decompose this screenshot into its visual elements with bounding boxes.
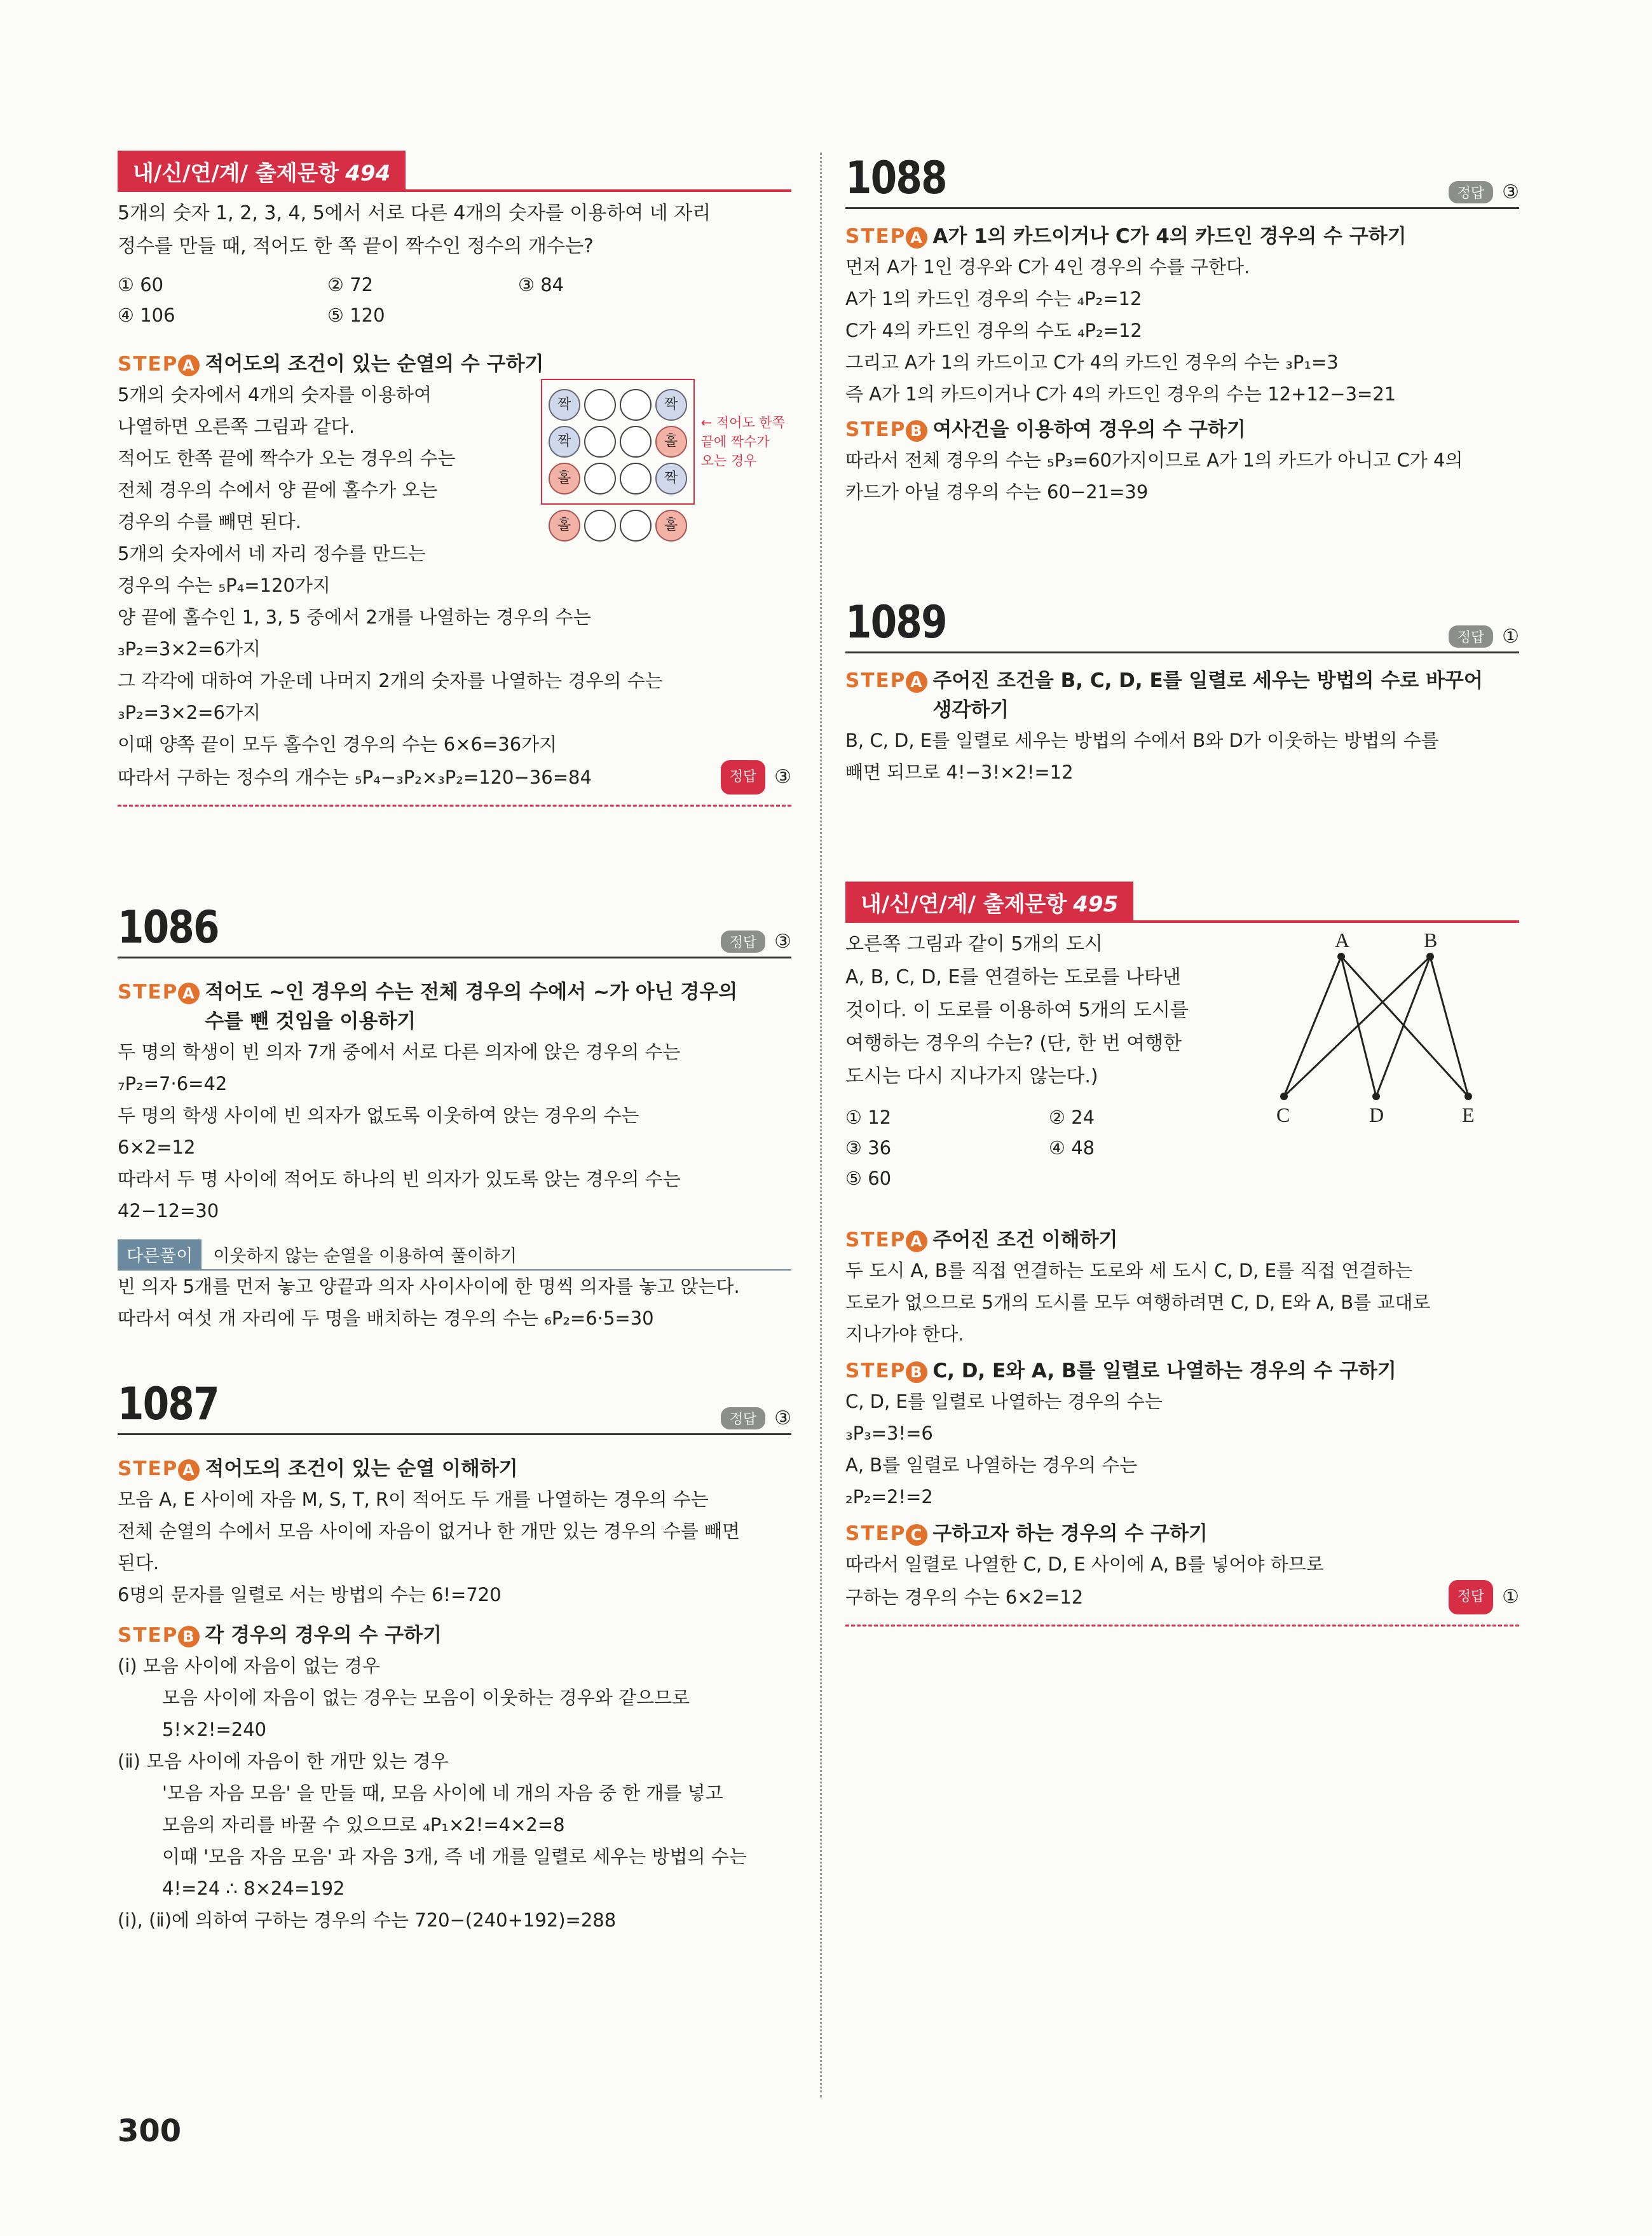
label-E: E [1462,1103,1475,1126]
step-b: STEP B 각 경우의 경우의 수 구하기 [118,1624,442,1647]
problem-header [845,597,1519,653]
problem-number: 1088 [845,152,946,204]
question-text: 오른쪽 그림과 같이 5개의 도시 A, B, C, D, E를 연결하는 도로를 나타낸 것이다. 이 도로를 이용하여 5개의 도시를 여행하는 경우의 수는? (단, 한 번 여행한 도시는 다시 지나가지 않는다.) [845,933,1189,1087]
figure-note: ← 적어도 한쪽 끝에 짝수가 오는 경우 [700,415,785,468]
question-text: 5개의 숫자 1, 2, 3, 4, 5에서 서로 다른 4개의 숫자를 이용하여 네 자리 정수를 만들 때, 적어도 한 쪽 끝이 짝수인 정수의 개수는? [118,202,711,257]
choices: ① 12 ② 24 ③ 36 ④ 48 ⑤ 60 [845,1107,1095,1189]
section-end-line [118,805,791,807]
node-A [1337,953,1345,960]
node-E [1464,1093,1472,1100]
problem-header [845,153,1519,209]
problem-1086 [118,902,791,1334]
node-C [1280,1093,1288,1100]
solution-body-b: C, D, E를 일렬로 나열하는 경우의 수는 ₃P₃=3!=6 A, B를 일렬로 나열하는 경우의 수는 ₂P₂=2!=2 [845,1391,1163,1508]
solution-body: 모음 A, E 사이에 자음 M, S, T, R이 적어도 두 개를 나열하는 경우의 수는 전체 순열의 수에서 모음 사이에 자음이 없거나 한 개만 있는 경우의 수를 빼면 된다. 6명의 문자를 일렬로 서는 방법의 수는 6!=720 [118,1489,741,1605]
node-B [1426,953,1434,960]
node-D [1372,1093,1380,1100]
problem-1088 [845,153,1519,508]
left-column [118,153,791,1936]
label-D: D [1369,1103,1384,1126]
problem-number: 1087 [118,1378,219,1430]
problem-1087 [118,1379,791,1936]
problem-495 [845,883,1519,1626]
page-number: 300 [118,2113,182,2149]
road-graph [1265,928,1506,1138]
answer-badge: 정답 ① [1449,625,1519,648]
step-c: STEP C 구하고자 하는 경우의 수 구하기 [845,1522,1208,1545]
right-column [845,153,1519,1626]
label-B: B [1424,929,1438,951]
answer-badge: 정답 ③ [721,931,791,953]
problem-1089 [845,597,1519,788]
solution-body: 먼저 A가 1인 경우와 C가 4인 경우의 수를 구한다. A가 1의 카드인 경우의 수는 ₄P₂=12 C가 4의 카드인 경우의 수도 ₄P₂=12 그리고 A가 1의 카드이고 C가 4의 카드인 경우의 수는 ₃P₁=3 즉 A가 1의 카드이거나 C가 4의 카드인 경우의 수는 12+12−3=21 [845,256,1396,405]
road-B-C [1284,957,1430,1096]
road-A-C [1284,957,1341,1096]
step-b: STEP B C, D, E와 A, B를 일렬로 나열하는 경우의 수 구하기 [845,1360,1396,1382]
answer-badge: 정답 ③ [1449,181,1519,203]
tag-bar [845,883,1519,923]
problem-494 [118,153,791,807]
number-figure: 짝 짝 짝 홀 홀 짝 ← 적어도 한쪽 끝에 짝수가 오는 경우 홀 홀 [541,379,785,547]
tag-label: 내/신/연/계/ 출제문항 494 [118,151,406,192]
solution-body-c: 따라서 일렬로 나열한 C, D, E 사이에 A, B를 넣어야 하므로 구하는 경우의 수는 6×2=12 정답 ① [845,1548,1519,1614]
step-a: STEP A 주어진 조건을 B, C, D, E를 일렬로 세우는 방법의 수로 바꾸어 생각하기 [845,669,1483,721]
label-C: C [1276,1103,1290,1126]
solution-body-b: 따라서 전체 경우의 수는 ₅P₃=60가지이므로 A가 1의 카드가 아니고 C가 4의 카드가 아닐 경우의 수는 60−21=39 [845,449,1463,503]
solution-body-a: 두 도시 A, B를 직접 연결하는 도로와 세 도시 C, D, E를 직접 연결하는 도로가 없으므로 5개의 도시를 모두 여행하려면 C, D, E와 A, B를 교대로 지나가야 한다. [845,1260,1431,1345]
choices: ① 60 ② 72 ③ 84 ④ 106 ⑤ 120 [118,274,564,326]
problem-number: 1089 [845,596,946,648]
problem-number: 1086 [118,901,219,953]
step-a: STEP A 적어도 ~인 경우의 수는 전체 경우의 수에서 ~가 아닌 경우의 수를 뺀 것임을 이용하기 [118,981,738,1033]
step-a: STEP A 주어진 조건 이해하기 [845,1229,1118,1251]
answer-badge: 정답 ③ [721,760,791,794]
tag-label: 내/신/연/계/ 출제문항 495 [845,882,1133,923]
tag-bar [118,153,791,192]
step-b: STEP B 여사건을 이용하여 경우의 수 구하기 [845,418,1246,441]
solution-body: 두 명의 학생이 빈 의자 7개 중에서 서로 다른 의자에 앉은 경우의 수는 ₇P₂=7·6=42 두 명의 학생 사이에 빈 의자가 없도록 이웃하여 앉는 경우의 수는 6×2=12 따라서 두 명 사이에 적어도 하나의 빈 의자가 있도록 앉는 경우의 수는 42−12=30 [118,1041,681,1222]
label-A: A [1335,929,1350,951]
step-a: STEP A 적어도의 조건이 있는 순열의 수 구하기 [118,353,544,376]
answer-badge: 정답 ① [1449,1580,1519,1614]
step-a: STEP A 적어도의 조건이 있는 순열 이해하기 [118,1457,518,1480]
road-B-D [1376,957,1430,1096]
solution-body: B, C, D, E를 일렬로 세우는 방법의 수에서 B와 D가 이웃하는 방법의 수를 빼면 되므로 4!−3!×2!=12 [845,730,1439,783]
solution-body: 5개의 숫자에서 4개의 숫자를 이용하여 나열하면 오른쪽 그림과 같다. 적어도 한쪽 끝에 짝수가 오는 경우의 수는 전체 경우의 수에서 양 끝에 홀수가 오는 경우의 수를 빼면 된다. 5개의 숫자에서 네 자리 정수를 만드는 경우의 수는 ₅P₄=120가지 양 끝에 홀수인 1, 3, 5 중에서 2개를 나열하는 경우의 수는 ₃P₂=3×2=6가지 그 각각에 대하여 가운데 나머지 2개의 숫자를 나열하는 경우의 수는 ₃P₂=3×2=6가지 이때 양쪽 끝이 모두 홀수인 경우의 수는 6×6=36가지 따라서 구하는 정수의 개수는 ₅P₄−₃P₂×₃P₂=120−36=84 정답 ③ [118,379,791,794]
case-list: (ⅰ) 모음 사이에 자음이 없는 경우 모음 사이에 자음이 없는 경우는 모음이 이웃하는 경우와 같으므로 5!×2!=240 (ⅱ) 모음 사이에 자음이 한 개만 있는 경우 '모음 자음 모음' 을 만들 때, 모음 사이에 네 개의 자음 중 한 개를 넣고 모음의 자리를 바꿀 수 있으므로 ₄P₁×2!=4×2=8 이때 '모음 자음 모음' 과 자음 3개, 즉 네 개를 일렬로 세우는 방법의 수는 4!=24 ∴ 8×24=192 (ⅰ), (ⅱ)에 의하여 구하는 경우의 수는 720−(240+192)=288 [118,1655,747,1931]
column-divider [820,153,822,2097]
answer-badge: 정답 ③ [721,1407,791,1429]
problem-header [118,1379,791,1435]
alternative-solution-body: 빈 의자 5개를 먼저 놓고 양끝과 의자 사이사이에 한 명씩 의자를 놓고 앉는다. 따라서 여섯 개 자리에 두 명을 배치하는 경우의 수는 ₆P₂=6·5=30 [118,1276,740,1329]
road-A-D [1341,957,1376,1096]
alternative-solution-header: 다른풀이 이웃하지 않는 순열을 이용하여 풀이하기 [118,1239,791,1271]
problem-header [118,902,791,958]
section-end-line [845,1625,1519,1626]
step-a: STEP A A가 1의 카드이거나 C가 4의 카드인 경우의 수 구하기 [845,225,1407,248]
